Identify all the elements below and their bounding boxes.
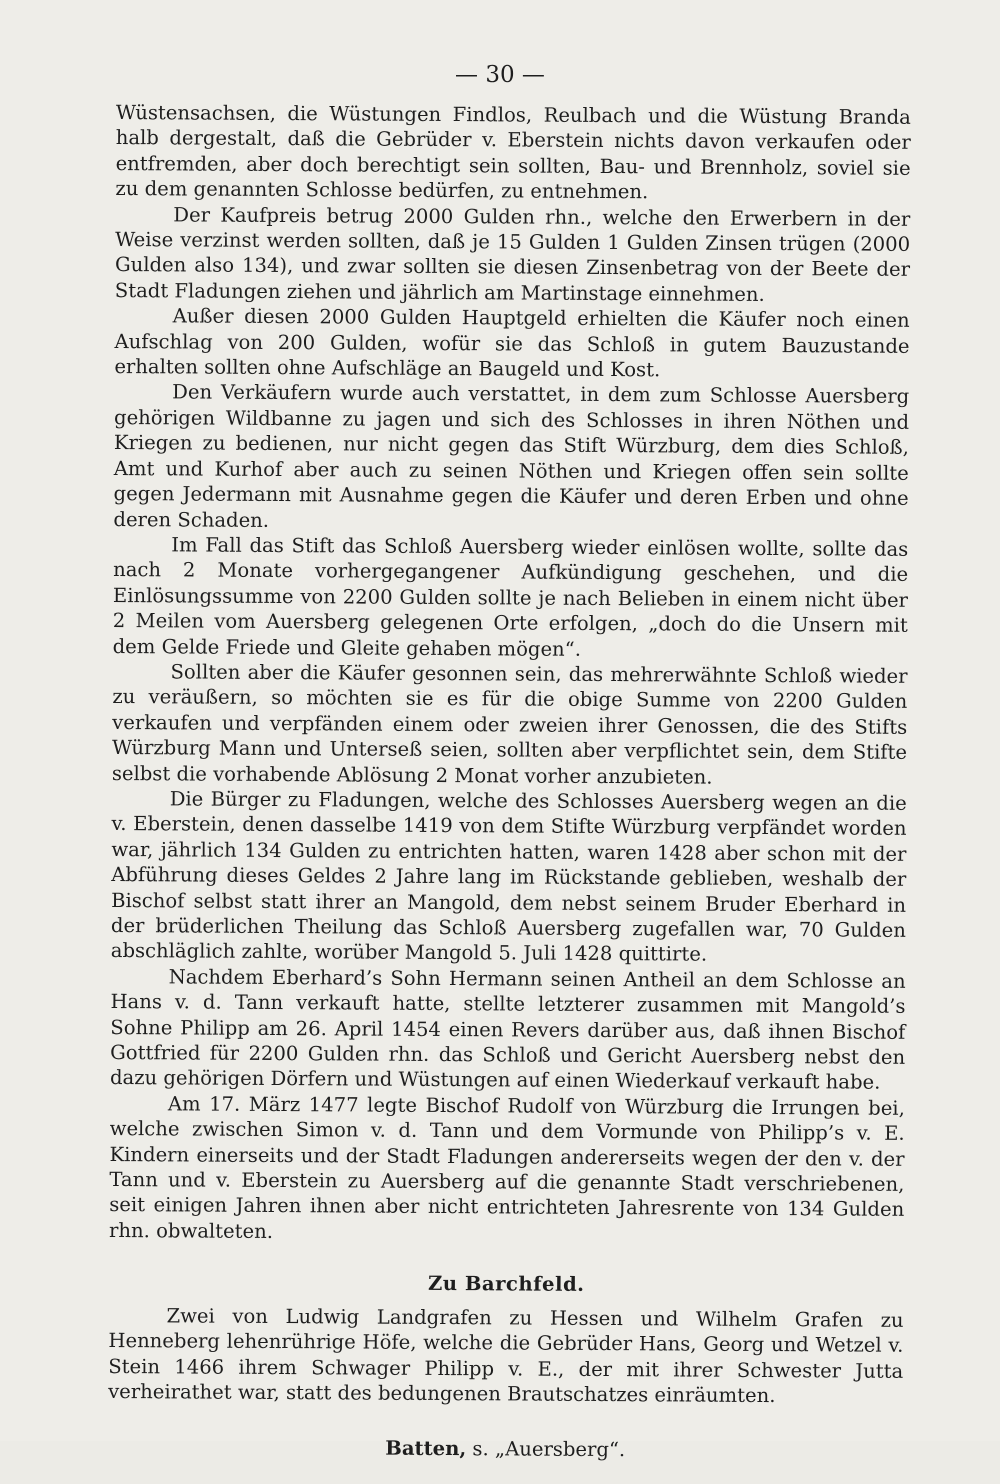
- section-heading-barchfeld: Zu Barchfeld.: [427, 1272, 585, 1297]
- paragraph-1: Wüstensachsen, die Wüstungen Findlos, Reulbach und die Wüstung Branda halb dergestalt, daß die Gebrüder v. Eberstein nichts davon verkaufen oder entfremden, aber doch berechtigt sein sollten, Bau- und Brennholz, soviel sie zu dem genannten Schlosse bedürfen, zu entnehmen.: [115, 100, 911, 204]
- batten-reference: s. „Auersberg“.: [472, 1437, 626, 1462]
- paragraph-3: Außer diesen 2000 Gulden Hauptgeld erhielten die Käufer noch einen Aufschlag von 200 Gulden, wofür sie das Schloß in gutem Bauzustande erhalten sollten ohne Aufschläge an Baugeld und Kost.: [114, 304, 910, 382]
- paragraph-6: Sollten aber die Käufer gesonnen sein, das mehrerwähnte Schloß wieder zu veräußern, so möchten sie es für die obige Summe von 2200 Gulden verkaufen und verpfänden einem oder zweien ihrer Genossen, die des Stifts Würzburg Mann und Unterseß seien, sollten aber verpflichtet sein, dem Stifte selbst die vorhabende Ablösung 2 Monat vorher anzubieten.: [111, 660, 908, 789]
- paragraph-barchfeld: Zwei von Ludwig Landgrafen zu Hessen und Wilhelm Grafen zu Henneberg lehenrührige Höfe, welche die Gebrüder Hans, Georg und Wetzel v. Stein 1466 ihrem Schwager Philipp v. E., der mit ihrer Schwester Jutta verheirathet war, statt des bedungenen Brautschatzes einräumten.: [108, 1304, 904, 1407]
- batten-term: Batten,: [385, 1436, 467, 1461]
- paragraph-7: Die Bürger zu Fladungen, welche des Schlosses Auersberg wegen an die v. Eberstein, denen dasselbe 1419 von dem Stifte Würzburg verpfändet worden war, jährlich 134 Gulden zu entrichten hatten, waren 1428 aber schon mit der Abführung dieses Geldes 2 Jahre lang im Rückstande geblieben, weshalb der Bischof selbst statt ihrer an Mangold, dem nebst seinem Bruder Eberhard in der brüderlichen Theilung das Schloß Auersberg zugefallen war, 70 Gulden abschläglich zahlte, worüber Mangold 5. Juli 1428 quittirte.: [110, 787, 907, 967]
- paragraph-8: Nachdem Eberhard’s Sohn Hermann seinen Antheil an dem Schlosse an Hans v. d. Tann verkauft hatte, stellte letzterer zusammen mit Mangold’s Sohne Philipp am 26. April 1454 einen Revers darüber aus, daß ihnen Bischof Gottfried für 2200 Gulden rhn. das Schloß und Gericht Auersberg nebst den dazu gehörigen Dörfern und Wüstungen auf einen Wiederkauf verkauft habe.: [109, 965, 906, 1095]
- paragraph-9: Am 17. März 1477 legte Bischof Rudolf von Würzburg die Irrungen bei, welche zwischen Simon v. d. Tann und dem Vormunde von Philipp’s v. E. Kindern einerseits und der Stadt Fladungen andererseits wegen der den v. der Tann und v. Eberstein zu Auersberg auf die genannte Stadt verschriebenen, seit einigen Jahren ihnen aber nicht entrichteten Jahresrente von 134 Gulden rhn. obwalteten.: [109, 1092, 905, 1243]
- paragraph-5: Im Fall das Stift das Schloß Auersberg wieder einlösen wollte, sollte das nach 2 Monate vorhergegangener Aufkündigung geschehen, und die Einlösungssumme von 2200 Gulden sollte je nach Belieben in einem nicht über 2 Meilen vom Auersberg gelegenen Orte erfolgen, „doch do die Unsern mit dem Gelde Friede und Gleite gehaben mögen“.: [112, 533, 909, 661]
- page-number: — 30 —: [455, 62, 545, 88]
- paragraph-2: Der Kaufpreis betrug 2000 Gulden rhn., welche den Erwerbern in der Weise verzinst werden sollten, daß je 15 Gulden 1 Gulden Zinsen trügen (2000 Gulden also 134), und zwar sollten sie diesen Zinsenbetrag von der Beete der Stadt Fladungen ziehen und jährlich am Martinstage einnehmen.: [114, 202, 911, 306]
- cross-reference-batten: [108, 1434, 903, 1464]
- paragraph-4: Den Verkäufern wurde auch verstattet, in dem zum Schlosse Auersberg gehörigen Wildbanne zu jagen und sich des Schlosses in ihren Nöthen und Kriegen zu bedienen, nur nicht gegen das Stift Würzburg, dem dies Schloß, Amt und Kurhof aber auch zu seinen Nöthen und Kriegen offen sein sollte gegen Jedermann mit Ausnahme gegen die Käufer und deren Erben und ohne deren Schaden.: [113, 380, 910, 532]
- body-text: [108, 100, 911, 1484]
